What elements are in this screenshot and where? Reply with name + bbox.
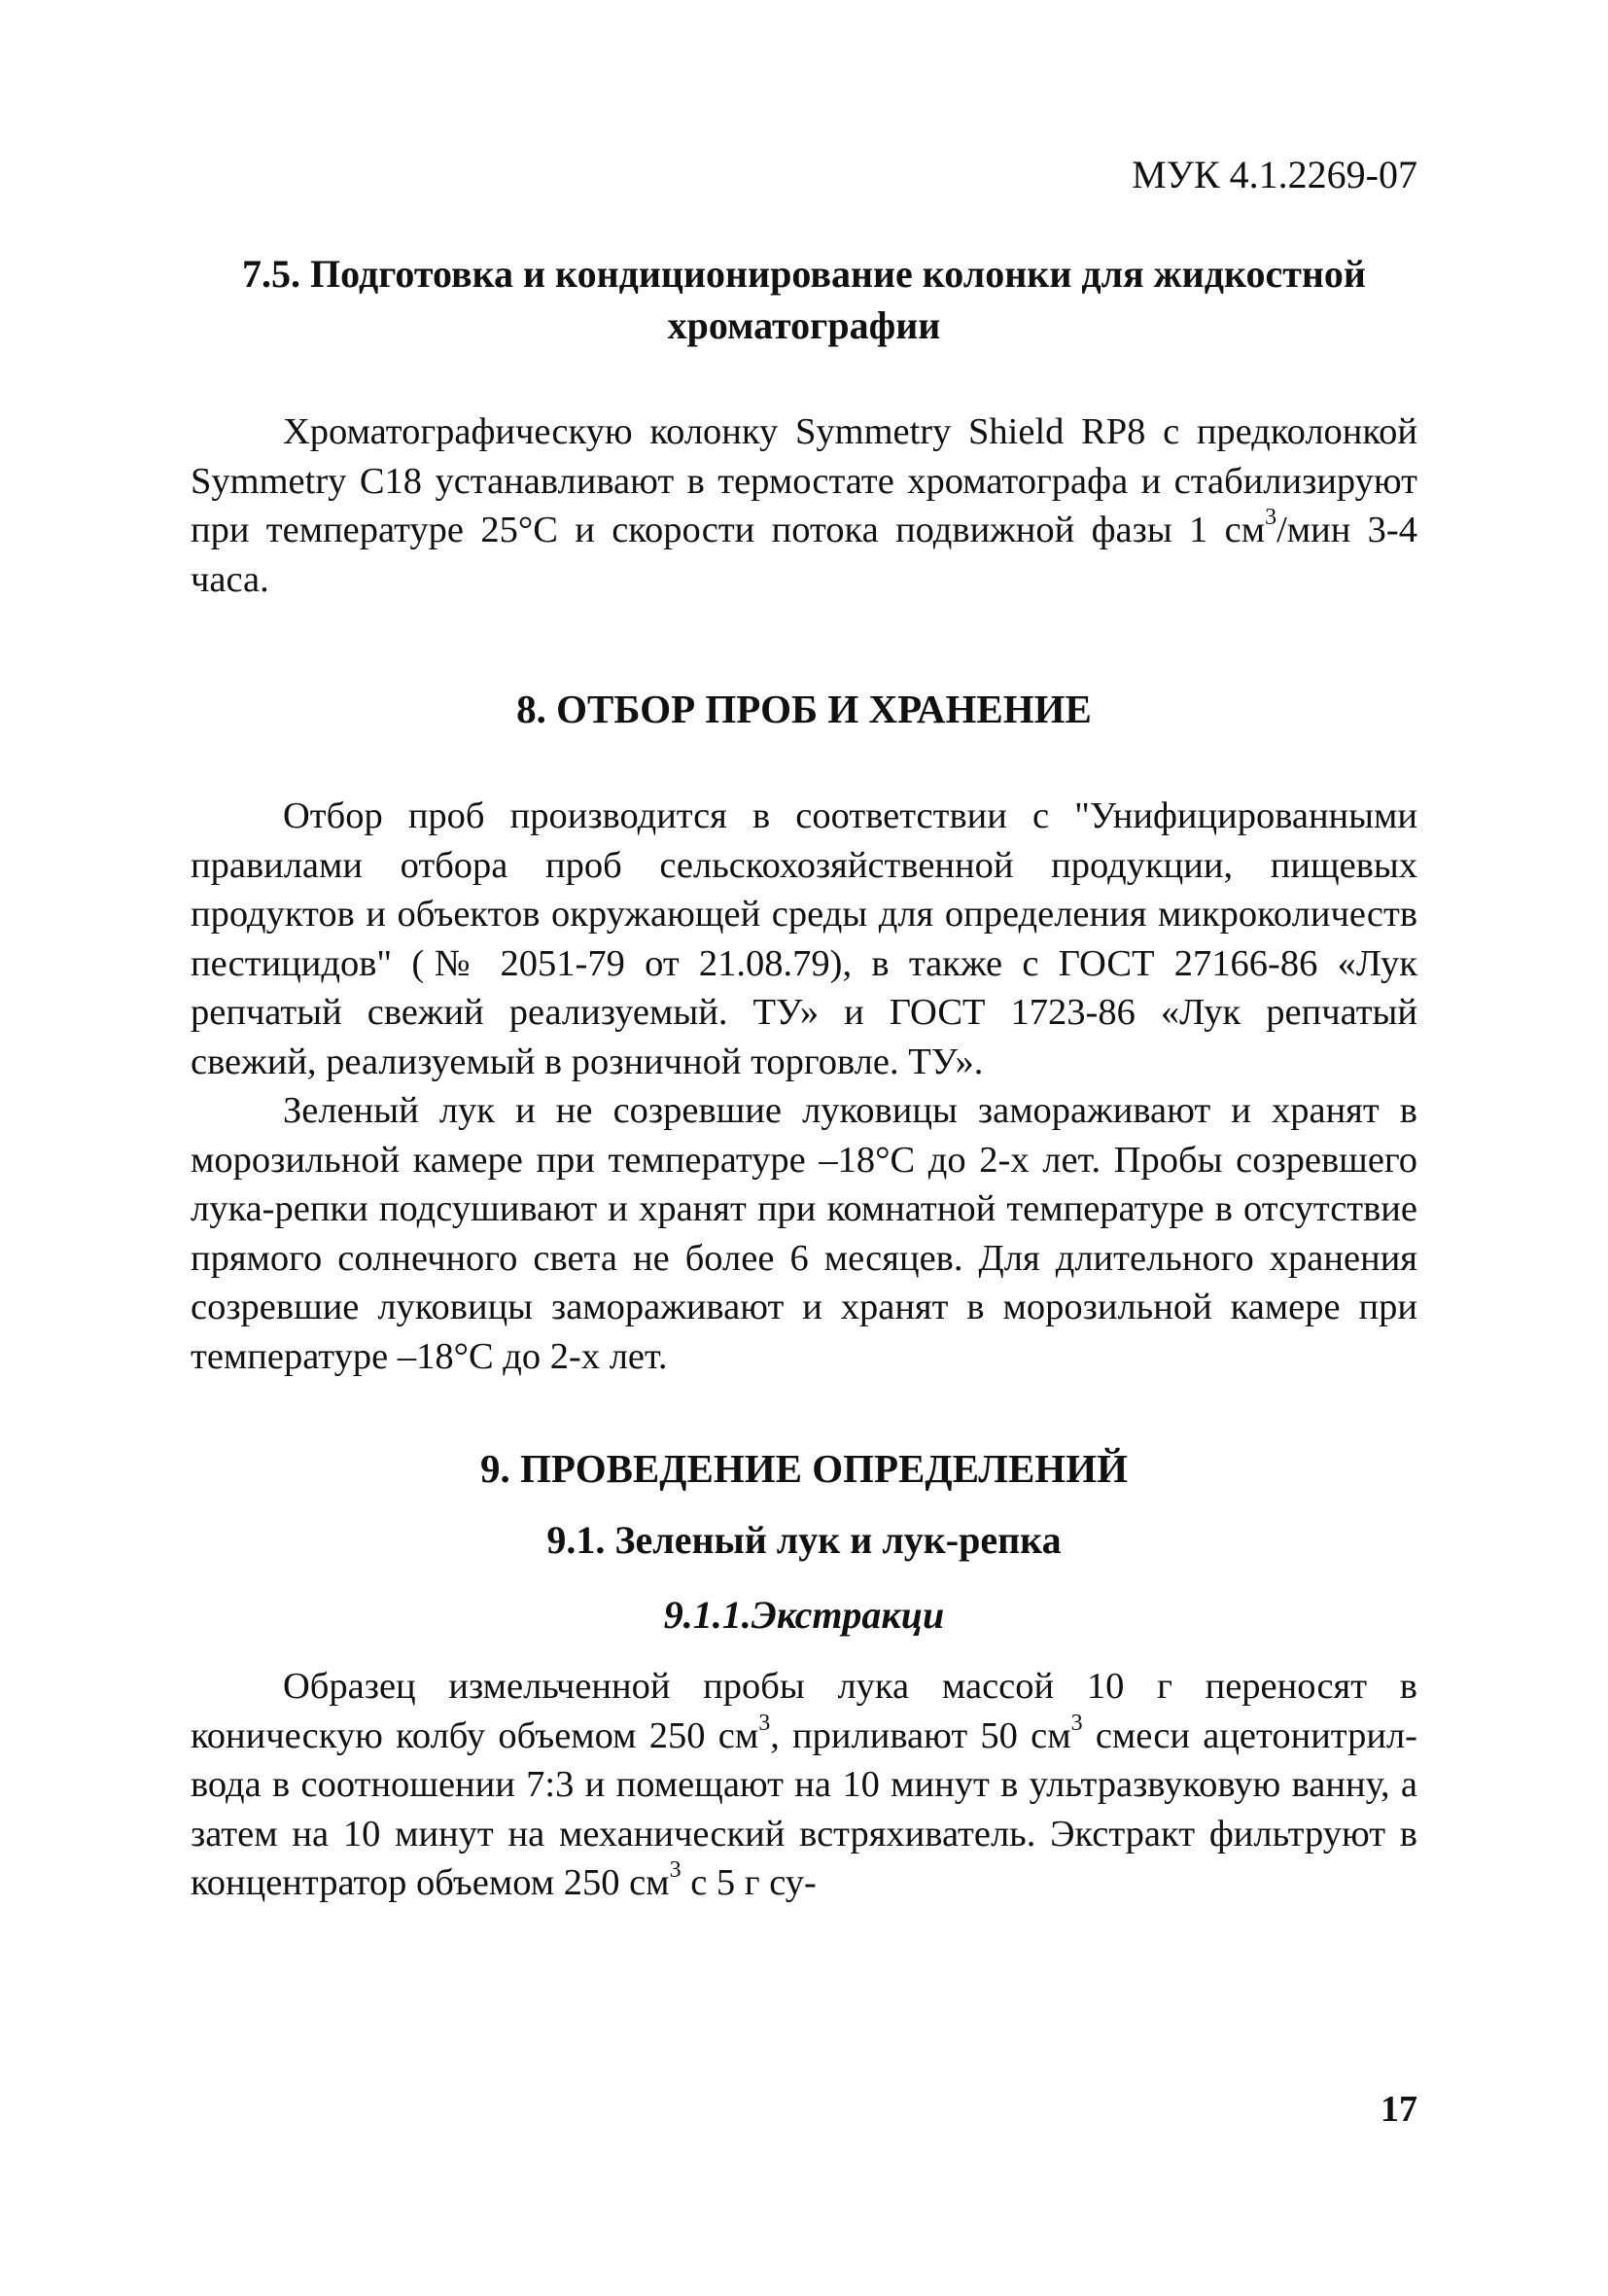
superscript-3: 3 <box>669 1857 682 1884</box>
superscript-3: 3 <box>1070 1710 1083 1736</box>
document-code: МУК 4.1.2269-07 <box>1132 153 1417 196</box>
section-7-5-text-b: /мин 3-4 часа. <box>191 510 1417 600</box>
page-number: 17 <box>1381 2089 1417 2130</box>
section-7-5-title-line2: хроматографии <box>667 303 941 347</box>
section-9-text-c: смеси ацетонитрил-вода в соотношении 7:3 и помещают на 10 минут в ультразвуковую ванну, а затем на 10 минут на механический встряхиватель. Экстракт фильтруют в концентратор объемом 250 см <box>191 1714 1417 1903</box>
section-9-1-1-paragraph <box>191 1662 1417 1908</box>
section-7-5-paragraph <box>191 407 1417 604</box>
section-8-heading: 8. ОТБОР ПРОБ И ХРАНЕНИЕ <box>516 687 1092 731</box>
section-9-heading: 9. ПРОВЕДЕНИЕ ОПРЕДЕЛЕНИЙ <box>480 1446 1128 1491</box>
section-7-5-title-line1: 7.5. Подготовка и кондиционирование колонки для жидкостной <box>242 252 1366 296</box>
section-9-1-1-heading: 9.1.1.Экстракци <box>663 1593 945 1637</box>
section-7-5-heading <box>191 248 1417 351</box>
section-9-1-heading: 9.1. Зеленый лук и лук-репка <box>546 1518 1062 1562</box>
superscript-3: 3 <box>758 1710 771 1736</box>
section-9-text-b: , приливают 50 см <box>770 1714 1071 1756</box>
page-content <box>191 248 1417 1908</box>
superscript-3: 3 <box>1265 505 1277 531</box>
section-7-5-text-a: Хроматографическую колонку Symmetry Shield RP8 с предколонкой Symmetry C18 устанавливают в термостате хроматографа и стабилизируют при температуре 25°С и скорости потока подвижной фазы 1 см <box>191 411 1417 550</box>
section-9-text-d: с 5 г су- <box>681 1862 817 1903</box>
section-8-paragraph-1: Отбор проб производится в соответствии с "Унифицированными правилами отбора проб сельскохозяйственной продукции, пищевых продуктов и объектов окружающей среды для определения микроколичеств пестицидов" (№ 2051-79 от 21.08.79), в также с ГОСТ 27166-86 «Лук репчатый свежий реализуемый. ТУ» и ГОСТ 1723-86 «Лук репчатый свежий, реализуемый в розничной торговле. ТУ». <box>191 795 1417 1082</box>
section-9-text-a: Образец измельченной пробы лука массой 10 г переносят в коническую колбу объемом 250 см <box>191 1666 1417 1756</box>
section-8-paragraph-2: Зеленый лук и не созревшие луковицы замораживают и хранят в морозильной камере при температуре –18°С до 2-х лет. Пробы созревшего лука-репки подсушивают и хранят при комнатной температуре в отсутствие прямого солнечного света не более 6 месяцев. Для длительного хранения созревшие луковицы замораживают и хранят в морозильной камере при температуре –18°С до 2-х лет. <box>191 1090 1417 1377</box>
